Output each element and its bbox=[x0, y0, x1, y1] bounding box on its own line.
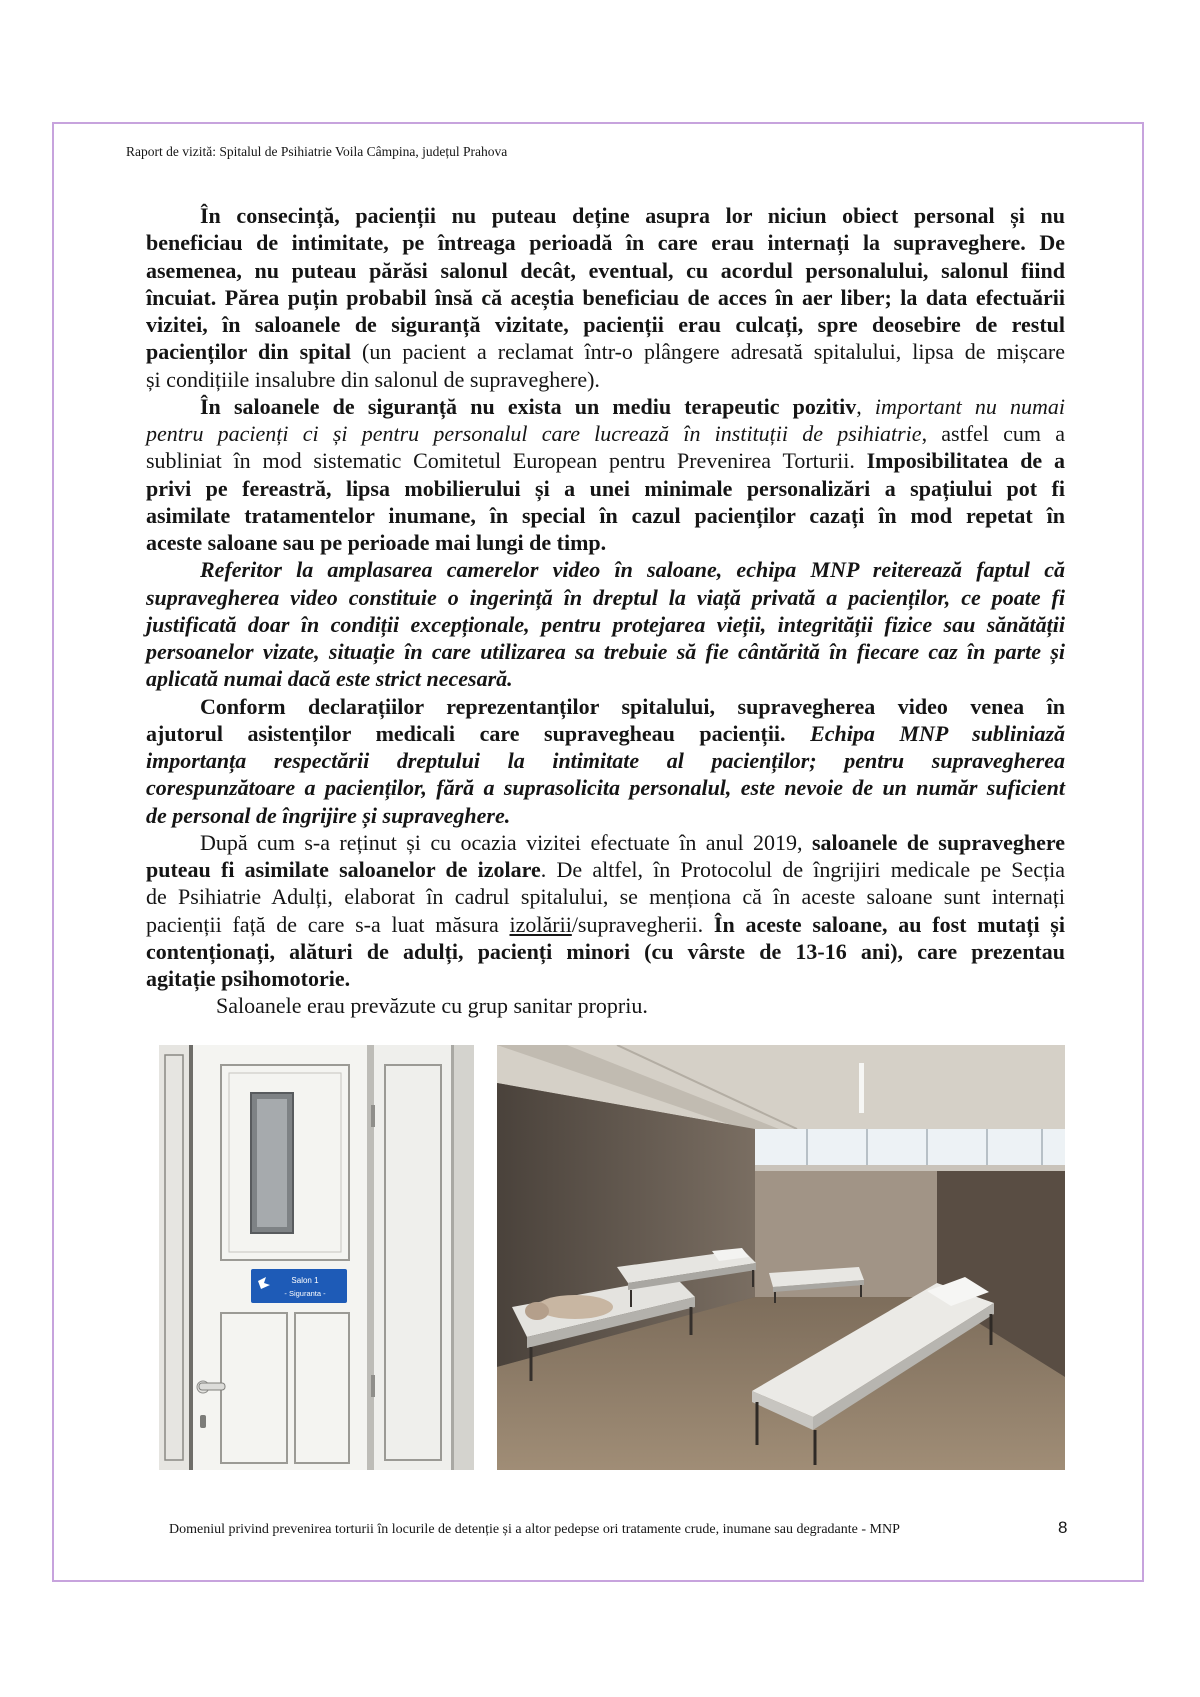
text-run: ajutorul asistenților medicali care supravegheau pacienții. bbox=[146, 720, 786, 746]
text-run: . De altfel, în Protocolul de îngrijiri medicale pe Secția bbox=[540, 857, 1066, 882]
text-run: puteau fi asimilate saloanelor de izolare bbox=[146, 857, 541, 882]
text-run: vizitei, în saloanele de siguranță vizitate, pacienții erau culcați, spre deosebire de restul bbox=[146, 312, 1065, 337]
text-run: aplicată numai dacă este strict necesară. bbox=[146, 666, 513, 692]
text-line bbox=[146, 584, 1065, 611]
text-run: beneficiau de intimitate, pe întreaga perioadă în care erau internați la supraveghere. De bbox=[146, 230, 1065, 256]
text-line bbox=[146, 911, 1065, 938]
text-line bbox=[146, 802, 1065, 829]
text-run: În consecință, pacienții nu puteau deține asupra lor niciun obiect personal și nu bbox=[200, 203, 1065, 228]
text-line bbox=[146, 829, 1065, 856]
window-band bbox=[755, 1129, 1065, 1165]
text-run: justificată doar în condiții excepționale, pentru protejarea vieții, integrității fizice sau sănătății bbox=[146, 611, 1065, 637]
text-line bbox=[146, 475, 1065, 502]
door-sign-line2: - Siguranta - bbox=[284, 1289, 326, 1298]
body-paragraph bbox=[146, 992, 1065, 1019]
body-paragraph bbox=[146, 393, 1065, 557]
text-run: privi pe fereastră, lipsa mobilierului și a unei minimale personalizări a spațiului pot fi bbox=[146, 475, 1065, 501]
keyhole bbox=[200, 1415, 206, 1428]
text-run: Imposibilitatea de a bbox=[866, 448, 1065, 474]
side-door-leaf bbox=[371, 1045, 451, 1470]
text-run: aceste saloane sau pe perioade mai lungi de timp. bbox=[146, 530, 607, 555]
text-line bbox=[146, 229, 1065, 256]
blurred-patient-head bbox=[525, 1302, 549, 1320]
text-run: subliniat în mod sistematic Comitetul European pentru Prevenirea Torturii. bbox=[146, 448, 867, 474]
text-line bbox=[146, 311, 1065, 338]
text-run: importanța respectării dreptului la intimitate al pacienților; pentru supravegherea bbox=[146, 748, 1065, 773]
frame-edge bbox=[189, 1045, 193, 1470]
text-run: asimilate tratamentelor inumane, în special în cazul pacienților cazați în mod repetat în bbox=[146, 502, 1065, 528]
text-run: important nu numai bbox=[874, 393, 1066, 419]
text-run: și condițiile insalubre din salonul de supraveghere). bbox=[146, 366, 600, 392]
text-run: /supravegherii. bbox=[571, 911, 714, 937]
text-line bbox=[146, 284, 1065, 311]
text-run: de Psihiatrie Adulți, elaborat în cadrul spitalului, se menționa că în aceste saloane sunt internați bbox=[146, 884, 1065, 910]
page-number: 8 bbox=[1058, 1518, 1068, 1537]
text-run: izolării bbox=[509, 911, 572, 937]
text-run: corespunzătoare a pacienților, fără a suprasolicita personalul, este nevoie de un număr suficient bbox=[146, 775, 1065, 801]
text-run: pacienților din spital bbox=[146, 339, 352, 365]
hinge-bottom bbox=[371, 1375, 375, 1397]
text-line bbox=[146, 693, 1065, 720]
blurred-patient bbox=[537, 1295, 613, 1319]
text-line bbox=[146, 393, 1065, 420]
text-run: Conform declarațiilor reprezentanților spitalului, supravegherea video venea în bbox=[200, 693, 1065, 719]
body-paragraph bbox=[146, 693, 1065, 829]
left-door-frame bbox=[159, 1045, 193, 1470]
text-run: pacienții față de care s-a luat măsura bbox=[146, 911, 510, 937]
text-line bbox=[146, 638, 1065, 665]
text-run: de personal de îngrijire și supraveghere. bbox=[146, 802, 511, 828]
right-frame-line bbox=[451, 1045, 454, 1470]
text-run: (un pacient a reclamat într-o plângere adresată spitalului, lipsa de mișcare bbox=[351, 339, 1066, 365]
body-paragraph bbox=[146, 556, 1065, 692]
text-line bbox=[146, 257, 1065, 284]
text-run: încuiat. Părea puțin probabil însă că aceștia beneficiau de acces în aer liber; la data efectuării bbox=[146, 284, 1065, 310]
text-line bbox=[146, 856, 1065, 883]
ward-room-photo bbox=[497, 1045, 1065, 1470]
text-run: În aceste saloane, au fost mutați și bbox=[713, 911, 1065, 937]
text-run: Saloanele erau prevăzute cu grup sanitar propriu. bbox=[216, 993, 648, 1019]
body-paragraph bbox=[146, 829, 1065, 993]
door-handle bbox=[199, 1383, 225, 1390]
text-line bbox=[146, 992, 1065, 1019]
door-window-glass bbox=[257, 1099, 287, 1227]
window-sill bbox=[755, 1165, 1065, 1171]
frame-strip bbox=[159, 1045, 189, 1470]
door-photo bbox=[159, 1045, 474, 1470]
text-run: , bbox=[856, 393, 875, 419]
text-line bbox=[146, 556, 1065, 583]
text-line bbox=[146, 938, 1065, 965]
hinge-top bbox=[371, 1105, 375, 1127]
text-run: contenționați, alături de adulți, pacienți minori (cu vârste de 13-16 ani), care prezentau bbox=[146, 938, 1065, 964]
text-run: supravegherea video constituie o ingerință în dreptul la viață privată a pacienților, ce poate fi bbox=[146, 584, 1065, 610]
text-line bbox=[146, 202, 1065, 229]
text-run: Echipa MNP subliniază bbox=[785, 720, 1065, 746]
text-line bbox=[146, 502, 1065, 529]
door-sign-line1: Salon 1 bbox=[291, 1276, 319, 1285]
page-footer: Domeniul privind prevenirea torturii în locurile de detenție și a altor pedepse ori tratamente crude, inumane sau degradante - MNP bbox=[169, 1522, 900, 1537]
text-line bbox=[146, 611, 1065, 638]
ceiling-lamp bbox=[859, 1063, 864, 1113]
text-line bbox=[146, 529, 1065, 556]
text-run: După cum s-a reținut și cu ocazia vizitei efectuate în anul 2019, bbox=[200, 829, 812, 855]
text-run: saloanele de supraveghere bbox=[811, 829, 1065, 855]
text-line bbox=[146, 447, 1065, 474]
text-line bbox=[146, 965, 1065, 992]
text-line bbox=[146, 665, 1065, 692]
text-line bbox=[146, 420, 1065, 447]
text-line bbox=[146, 774, 1065, 801]
running-header: Raport de vizită: Spitalul de Psihiatrie Voila Câmpina, județul Prahova bbox=[126, 144, 508, 159]
body-text bbox=[146, 202, 1065, 1020]
text-run: , astfel cum a bbox=[921, 421, 1065, 446]
text-run: asemenea, nu puteau părăsi salonul decât, eventual, cu acordul personalului, salonul fiind bbox=[146, 257, 1065, 283]
door-leaf bbox=[193, 1045, 367, 1470]
text-run: În saloanele de siguranță nu exista un mediu terapeutic pozitiv bbox=[200, 393, 857, 419]
right-wall-edge bbox=[451, 1045, 474, 1470]
text-line bbox=[146, 720, 1065, 747]
body-paragraph bbox=[146, 202, 1065, 393]
text-line bbox=[146, 747, 1065, 774]
text-run: pentru pacienți ci și pentru personalul care lucrează în instituții de psihiatrie bbox=[146, 421, 922, 446]
text-line bbox=[146, 338, 1065, 365]
text-run: persoanelor vizate, situație în care utilizarea sa trebuie să fie cântărită în fiecare caz în parte și bbox=[146, 639, 1065, 664]
text-line bbox=[146, 366, 1065, 393]
text-run: Referitor la amplasarea camerelor video în saloane, echipa MNP reiterează faptul că bbox=[200, 557, 1065, 583]
text-line bbox=[146, 883, 1065, 910]
text-run: agitație psihomotorie. bbox=[146, 966, 351, 991]
